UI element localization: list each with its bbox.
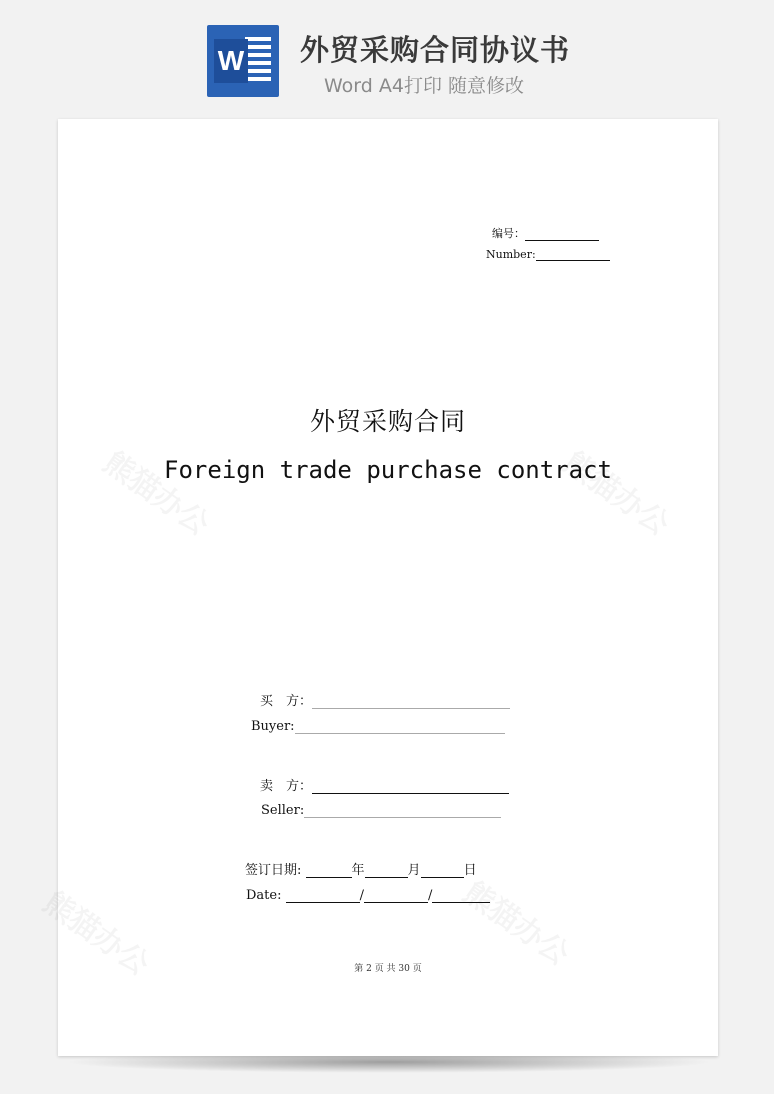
watermark [96, 439, 220, 544]
seller-en-label: Seller: [261, 803, 305, 818]
document-page [58, 119, 718, 1056]
date-month-blank[interactable] [364, 889, 428, 903]
seller-en-blank[interactable] [304, 804, 501, 818]
contract-title-cn: 外贸采购合同 [309, 407, 466, 436]
day-blank[interactable] [421, 864, 464, 878]
year-blank[interactable] [306, 864, 352, 878]
document-lines-icon [245, 37, 271, 85]
number-en-label: Number: [486, 248, 536, 261]
buyer-en-label: Buyer: [251, 719, 295, 734]
seller-cn-blank[interactable] [312, 780, 509, 794]
number-cn-blank[interactable] [525, 229, 599, 241]
contract-title-en: Foreign trade purchase contract [164, 456, 612, 484]
sign-date-cn-row [245, 859, 477, 878]
date-separator: / [359, 888, 365, 903]
buyer-cn-row [260, 690, 510, 709]
header-subtitle: Word A4打印 随意修改 [324, 75, 525, 97]
buyer-en-blank[interactable] [295, 720, 505, 734]
month-blank[interactable] [365, 864, 408, 878]
seller-cn-label: 卖 方： [260, 779, 313, 794]
date-year-blank[interactable] [432, 889, 490, 903]
buyer-en-row [251, 719, 505, 734]
year-char: 年 [351, 863, 365, 878]
header-banner [0, 0, 774, 110]
sign-date-label: 签订日期: [245, 863, 302, 878]
seller-en-row [261, 803, 501, 818]
month-char: 月 [407, 863, 421, 878]
buyer-cn-label: 买 方： [260, 694, 313, 709]
date-day-blank[interactable] [286, 889, 360, 903]
buyer-cn-blank[interactable] [312, 695, 510, 709]
page-number-footer: 第 2 页 共 30 页 [354, 964, 422, 974]
day-char: 日 [463, 863, 477, 878]
number-en-row [486, 248, 610, 261]
word-letter-w: W [214, 39, 248, 83]
date-en-label: Date: [246, 888, 282, 903]
header-title: 外贸采购合同协议书 [300, 33, 571, 67]
date-en-row [246, 888, 490, 903]
number-en-blank[interactable] [536, 249, 610, 261]
seller-cn-row [260, 775, 509, 794]
watermark [556, 439, 680, 544]
number-cn-label: 编号： [492, 227, 525, 240]
number-cn-row [492, 225, 599, 241]
watermark [456, 869, 580, 974]
word-document-icon [207, 25, 279, 97]
date-separator: / [428, 888, 433, 903]
